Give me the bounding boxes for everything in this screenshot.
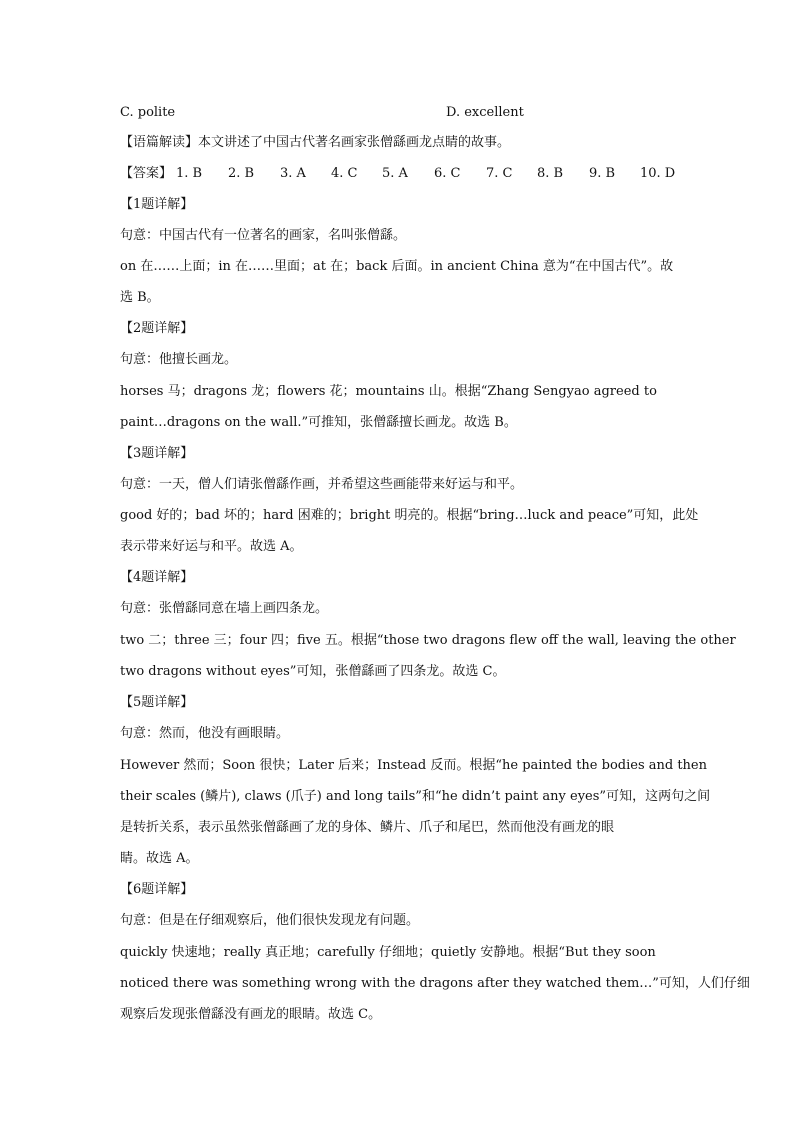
answer-item: 6. C (434, 166, 461, 181)
explanation-line: 选 B。 (120, 290, 160, 305)
sentence-meaning: 句意：中国古代有一位著名的画家，名叫张僧繇。 (120, 228, 407, 243)
section-heading-q3: 【3题详解】 (120, 446, 194, 461)
answer-item: 4. C (331, 166, 358, 181)
explanation-line: paint…dragons on the wall.”可推知，张僧繇擅长画龙。故选 B。 (120, 415, 517, 430)
sentence-meaning: 句意：一天，僧人们请张僧繇作画，并希望这些画能带来好运与和平。 (120, 477, 524, 492)
answer-options-row (120, 104, 680, 122)
answer-item: 1. B (176, 166, 203, 181)
explanation-line: 是转折关系，表示虽然张僧繇画了龙的身体、鳞片、爪子和尾巴，然而他没有画龙的眼 (120, 820, 615, 835)
section-heading-q2: 【2题详解】 (120, 321, 194, 336)
answer-item: 3. A (280, 166, 306, 181)
explanation-line: quickly 快速地；really 真正地；carefully 仔细地；quietly 安静地。根据“But they soon (120, 945, 656, 960)
explanation-line: their scales (鳞片), claws (爪子) and long tails”和“he didn’t paint any eyes”可知，这两句之间 (120, 789, 711, 804)
reading-guide: 【语篇解读】本文讲述了中国古代著名画家张僧繇画龙点睛的故事。 (120, 135, 511, 150)
section-heading-q4: 【4题详解】 (120, 570, 194, 585)
section-heading-q5: 【5题详解】 (120, 695, 194, 710)
explanation-line: 表示带来好运与和平。故选 A。 (120, 539, 303, 554)
explanation-line: 观察后发现张僧繇没有画龙的眼睛。故选 C。 (120, 1007, 382, 1022)
answer-item: 8. B (537, 166, 564, 181)
option-d: D. excellent (446, 105, 524, 120)
explanation-line: However 然而；Soon 很快；Later 后来；Instead 反而。根据“he painted the bodies and then (120, 758, 707, 773)
section-heading-q6: 【6题详解】 (120, 882, 194, 897)
explanation-line: on 在……上面；in 在……里面；at 在；back 后面。in ancient China 意为“在中国古代”。故 (120, 259, 674, 274)
sentence-meaning: 句意：他擅长画龙。 (120, 352, 238, 367)
explanation-line: two dragons without eyes”可知，张僧繇画了四条龙。故选 C。 (120, 664, 506, 679)
section-heading-q1: 【1题详解】 (120, 197, 194, 212)
answer-item: 9. B (589, 166, 616, 181)
sentence-meaning: 句意：然而，他没有画眼睛。 (120, 726, 290, 741)
explanation-line: horses 马；dragons 龙；flowers 花；mountains 山。根据“Zhang Sengyao agreed to (120, 384, 657, 399)
answer-item: 7. C (486, 166, 513, 181)
explanation-line: noticed there was something wrong with the dragons after they watched them…”可知，人们仔细 (120, 976, 750, 991)
answer-item: 2. B (228, 166, 255, 181)
answer-key-label: 【答案】 (120, 166, 173, 181)
answer-item: 10. D (640, 166, 676, 181)
answer-item: 5. A (382, 166, 408, 181)
explanation-line: good 好的；bad 坏的；hard 困难的；bright 明亮的。根据“bring…luck and peace”可知，此处 (120, 508, 699, 523)
answer-key (120, 165, 680, 183)
sentence-meaning: 句意：但是在仔细观察后，他们很快发现龙有问题。 (120, 913, 420, 928)
explanation-line: two 二；three 三；four 四；five 五。根据“those two dragons flew off the wall, leaving the other (120, 633, 736, 648)
option-c: C. polite (120, 105, 176, 120)
explanation-line: 睛。故选 A。 (120, 851, 199, 866)
sentence-meaning: 句意：张僧繇同意在墙上画四条龙。 (120, 601, 329, 616)
